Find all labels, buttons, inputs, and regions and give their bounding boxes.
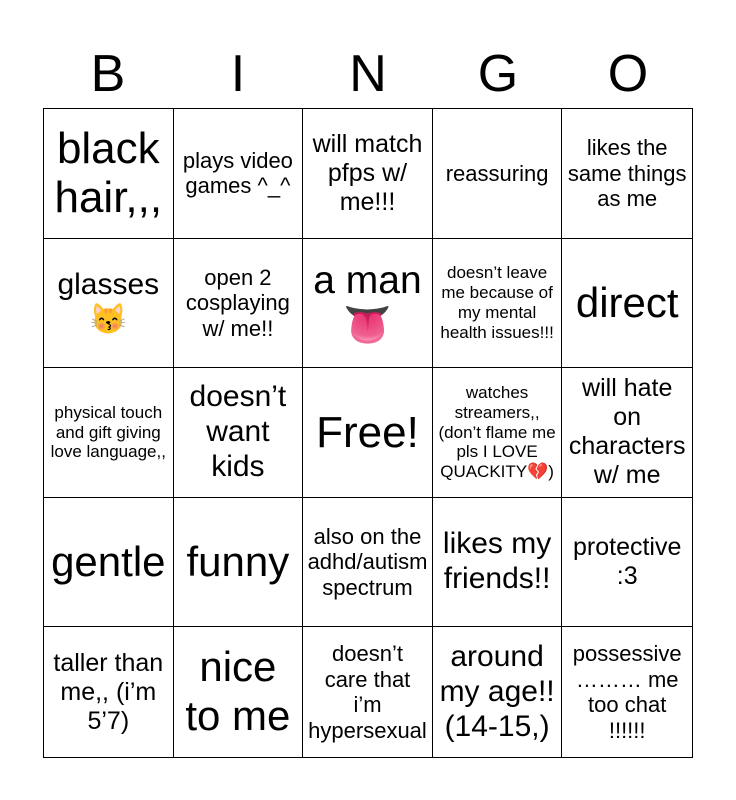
header-letter-n: N xyxy=(349,45,387,103)
header-letter-b: B xyxy=(90,45,126,103)
bingo-cell[interactable]: a man 👅 xyxy=(303,239,433,369)
bingo-cell[interactable]: direct xyxy=(562,239,692,369)
bingo-cell[interactable]: open 2 cosplaying w/ me!! xyxy=(174,239,304,369)
bingo-cell[interactable]: around my age!! (14-15,) xyxy=(433,627,563,757)
header-letter-i: I xyxy=(230,45,246,103)
bingo-cell[interactable]: possessive ……… me too chat !!!!!! xyxy=(572,641,682,743)
bingo-header xyxy=(43,40,693,108)
bingo-cell[interactable]: black hair,,, xyxy=(44,109,174,239)
header-letter-g: G xyxy=(477,45,519,103)
bingo-board xyxy=(43,108,693,758)
bingo-cell[interactable]: funny xyxy=(174,498,304,628)
bingo-cell[interactable]: gentle xyxy=(44,498,174,628)
bingo-cell[interactable]: plays video games ^_^ xyxy=(174,109,304,239)
bingo-cell[interactable]: taller than me,, (i’m 5’7) xyxy=(44,627,174,757)
bingo-cell[interactable]: likes the same things as me xyxy=(562,109,692,239)
bingo-cell[interactable]: will match pfps w/ me!!! xyxy=(303,109,433,239)
bingo-cell[interactable]: reassuring xyxy=(433,109,563,239)
bingo-cell[interactable]: doesn’t want kids xyxy=(174,368,304,498)
bingo-cell[interactable]: nice to me xyxy=(174,627,304,757)
bingo-cell[interactable]: protective :3 xyxy=(562,498,692,628)
header-letter-o: O xyxy=(607,45,649,103)
bingo-cell[interactable]: doesn’t care that i’m hypersexual xyxy=(303,627,433,757)
bingo-cell[interactable]: also on the adhd/autism spectrum xyxy=(303,498,433,628)
bingo-cell[interactable]: watches streamers,, (don’t flame me pls I LOVE QUACKITY💔) xyxy=(433,368,563,498)
bingo-cell[interactable]: physical touch and gift giving love language,, xyxy=(44,368,174,498)
bingo-cell[interactable]: glasses 😽 xyxy=(44,239,174,369)
bingo-cell[interactable]: will hate on characters w/ me xyxy=(562,368,692,498)
bingo-cell[interactable]: doesn’t leave me because of my mental health issues!!! xyxy=(433,239,563,369)
free-space-cell[interactable]: Free! xyxy=(303,368,433,498)
bingo-cell[interactable]: likes my friends!! xyxy=(433,498,563,628)
